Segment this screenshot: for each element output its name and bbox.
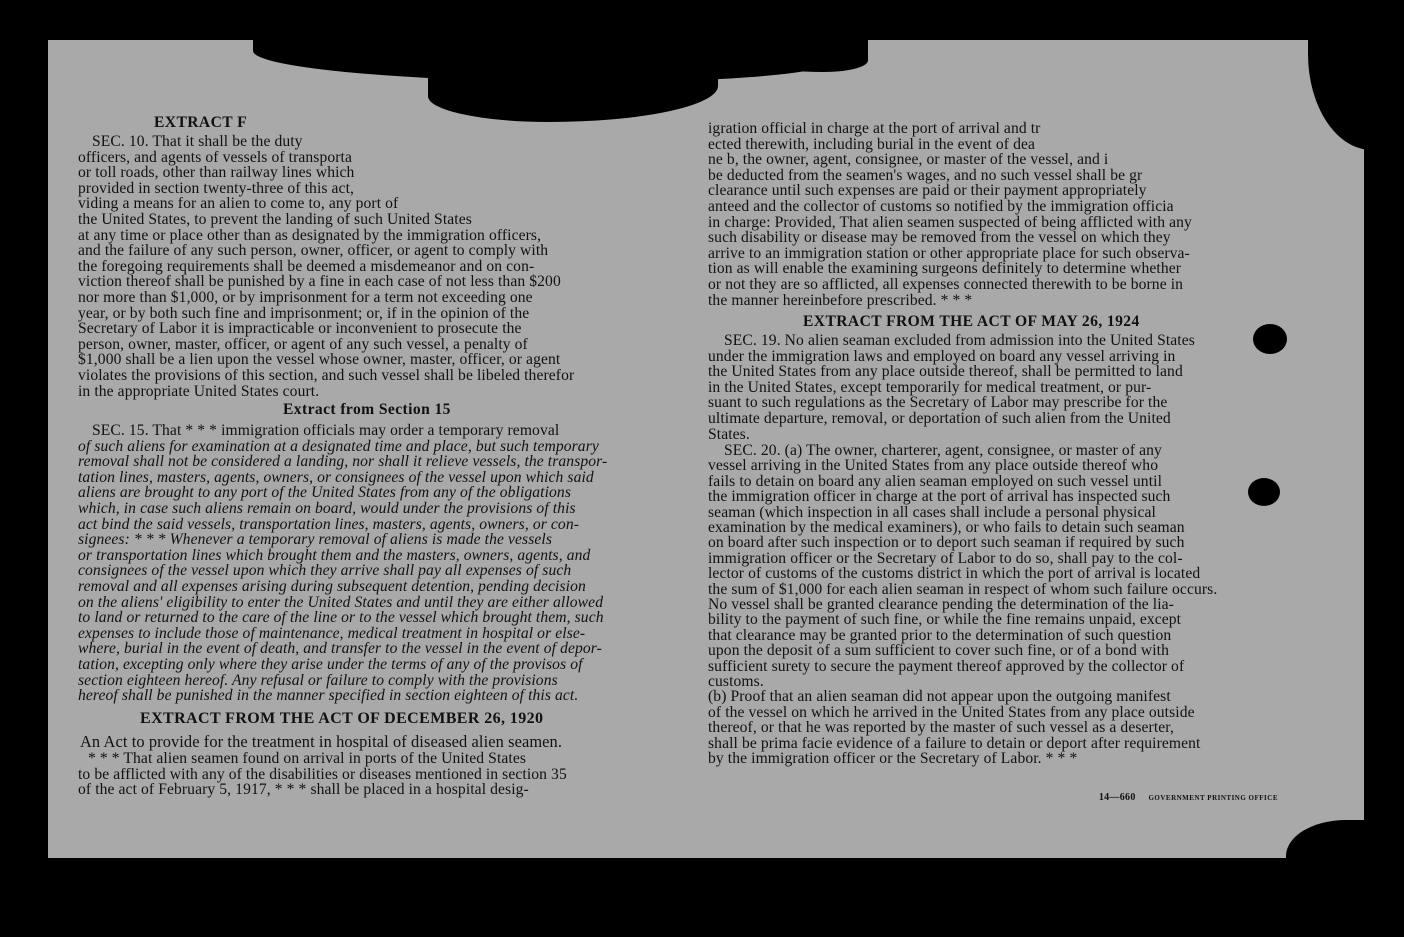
text-line: under the immigration laws and employed on board any vessel arriving in <box>708 347 1176 365</box>
text-line: person, owner, master, officer, or agent of any such vessel, a penalty of <box>78 335 528 353</box>
text-line: tation lines, masters, agents, owners, or consignees of the vessel upon which said <box>78 468 594 486</box>
heading-extract-section-15: Extract from Section 15 <box>283 401 451 418</box>
printer-imprint: GOVERNMENT PRINTING OFFICE <box>1148 794 1278 802</box>
torn-edge-right <box>1308 40 1364 150</box>
text-line: such disability or disease may be removed from the vessel on which they <box>708 229 1171 247</box>
text-line: ultimate departure, removal, or deportation of such alien from the United <box>708 410 1171 427</box>
text-line: SEC. 20. (a) The owner, charterer, agent, consignee, or master of any <box>724 442 1162 459</box>
text-line: bility to the payment of such fine, or while the fine remains unpaid, except <box>708 611 1182 629</box>
text-line: shall be prima facie evidence of a failure to detain or deport after requirement <box>708 734 1201 752</box>
text-line: section eighteen hereof. Any refusal or failure to comply with the provisions <box>78 671 558 689</box>
text-line: year, or by both such fine and imprisonment; or, if in the opinion of the <box>78 304 530 322</box>
text-line: in the United States, except temporarily for medical treatment, or pur- <box>708 378 1152 396</box>
text-line: suant to such regulations as the Secretary of Labor may prescribe for the <box>708 394 1168 412</box>
text-line: the United States, to prevent the landing of such United States <box>78 211 472 228</box>
document-page <box>48 40 1364 858</box>
text-line: ne b, the owner, agent, consignee, or master of the vessel, and i <box>708 151 1109 169</box>
text-line: on board after such inspection or to deport such seaman if required by such <box>708 534 1185 552</box>
text-line: provided in section twenty-three of this act, <box>78 179 355 197</box>
text-line: expenses to include those of maintenance, medical treatment in hospital or else- <box>78 624 586 642</box>
text-line: signees: * * * Whenever a temporary removal of aliens is made the vessels <box>78 531 552 549</box>
text-line: the manner hereinbefore prescribed. * * * <box>708 291 973 309</box>
text-line: of the act of February 5, 1917, * * * shall be placed in a hospital desig- <box>78 781 529 799</box>
text-line: and the failure of any such person, owner, officer, or agent to comply with <box>78 242 549 260</box>
text-line: clearance until such expenses are paid or their payment appropriately <box>708 182 1147 200</box>
text-line: or toll roads, other than railway lines which <box>78 164 355 182</box>
text-line: to be afflicted with any of the disabilities or diseases mentioned in section 35 <box>78 765 567 783</box>
text-line: the immigration officer in charge at the port of arrival has inspected such <box>708 488 1171 506</box>
text-line: be deducted from the seamen's wages, and no such vessel shall be gr <box>708 166 1143 184</box>
text-line: the United States from any place outside thereof, shall be permitted to land <box>708 363 1183 381</box>
text-line: SEC. 15. That * * * immigration officials may order a temporary removal <box>92 422 560 439</box>
text-line: anteed and the collector of customs so notified by the immigration officia <box>708 198 1174 215</box>
text-line: hereof shall be punished in the manner specified in section eighteen of this act. <box>78 687 579 705</box>
text-line: viding a means for an alien to come to, any port of <box>78 195 399 213</box>
text-line: $1,000 shall be a lien upon the vessel whose owner, master, officer, or agent <box>78 351 561 369</box>
text-line: sufficient surety to secure the payment thereof approved by the collector of <box>708 657 1185 675</box>
text-line: act bind the said vessels, transportation lines, masters, agents, owners, or con- <box>78 515 580 533</box>
text-line: that clearance may be granted prior to the determination of such question <box>708 626 1172 644</box>
text-line: in charge: Provided, That alien seamen suspected of being afflicted with any <box>708 213 1192 231</box>
text-line: fails to detain on board any alien seaman employed on such vessel until <box>708 472 1163 490</box>
text-line: the foregoing requirements shall be deemed a misdemeanor and on con- <box>78 257 535 275</box>
text-line: of such aliens for examination at a designated time and place, but such temporary <box>78 437 599 455</box>
text-line: consignees of the vessel upon which they arrive shall pay all expenses of such <box>78 562 572 580</box>
text-line: States. <box>708 425 750 443</box>
text-line: ected therewith, including burial in the event of dea <box>708 135 1036 153</box>
heading-act-may-1924: EXTRACT FROM THE ACT OF MAY 26, 1924 <box>803 313 1140 330</box>
text-line: thereof, or that he was reported by the master of such vessel as a deserter, <box>708 719 1174 737</box>
text-line: to land or returned to the care of the line or to the vessel which brought them, such <box>78 609 604 627</box>
text-line: Secretary of Labor it is impracticable or inconvenient to prosecute the <box>78 320 522 338</box>
text-line: customs. <box>708 673 764 690</box>
text-line: immigration officer or the Secretary of Labor to do so, shall pay to the col- <box>708 549 1183 567</box>
heading-act-december-1920: EXTRACT FROM THE ACT OF DECEMBER 26, 1920 <box>140 710 544 727</box>
text-line: officers, and agents of vessels of transporta <box>78 148 352 166</box>
text-line: arrive to an immigration station or other appropriate place for such observa- <box>708 244 1190 262</box>
text-line: vessel arriving in the United States from any place outside thereof who <box>708 457 1159 475</box>
text-line: or transportation lines which brought them and the masters, owners, agents, and <box>78 546 591 564</box>
text-line: nor more than $1,000, or by imprisonment for a term not exceeding one <box>78 289 533 306</box>
text-line: where, burial in the event of death, and transfer to the vessel in the event of depor- <box>78 640 602 658</box>
text-line: violates the provisions of this section, and such vessel shall be libeled therefor <box>78 367 575 384</box>
torn-edge-gap <box>428 60 718 122</box>
text-line: upon the deposit of a sum sufficient to cover such fine, or of a bond with <box>708 642 1169 660</box>
text-line: or not they are so afflicted, all expenses connected therewith to be borne in <box>708 276 1184 293</box>
text-line: of the vessel on which he arrived in the United States from any place outside <box>708 703 1195 721</box>
text-line: SEC. 19. No alien seaman excluded from admission into the United States <box>724 332 1195 349</box>
text-line: tion as will enable the examining surgeons definitely to determine whether <box>708 260 1182 278</box>
text-line: (b) Proof that an alien seaman did not appear upon the outgoing manifest <box>708 688 1171 706</box>
text-line: in the appropriate United States court. <box>78 382 320 400</box>
text-line: No vessel shall be granted clearance pending the determination of the lia- <box>708 596 1174 613</box>
form-number: 14—660 <box>1098 792 1136 803</box>
text-line: on the aliens' eligibility to enter the United States and until they are either allowed <box>78 593 604 611</box>
text-line: viction thereof shall be punished by a fine in each case of not less than $200 <box>78 273 561 291</box>
heading-extract-fragment: EXTRACT F <box>154 114 247 131</box>
text-line: the sum of $1,000 for each alien seaman in respect of whom such failure occurs. <box>708 580 1218 598</box>
text-line: which, in case such aliens remain on board, would under the provisions of this <box>78 500 576 517</box>
text-line: by the immigration officer or the Secretary of Labor. * * * <box>708 750 1078 767</box>
text-line: tation, excepting only where they arise under the terms of any of the provisos of <box>78 656 583 673</box>
text-line: removal shall not be considered a landing, nor shall it relieve vessels, the transpor- <box>78 453 608 471</box>
torn-edge-bottom-right <box>1286 820 1364 858</box>
text-line: at any time or place other than as designated by the immigration officers, <box>78 226 542 244</box>
text-line: igration official in charge at the port of arrival and tr <box>708 120 1041 137</box>
text-line: removal and all expenses arising during subsequent detention, pending decision <box>78 578 586 595</box>
text-line: examination by the medical examiners), or who fails to detain such seaman <box>708 519 1185 536</box>
ink-blot <box>1253 324 1287 354</box>
act-title: An Act to provide for the treatment in hospital of diseased alien seamen. <box>80 732 563 751</box>
ink-blot <box>1248 478 1280 506</box>
footer-imprint <box>1099 792 1278 803</box>
text-line: lector of customs of the customs district in which the port of arrival is located <box>708 565 1201 583</box>
text-line: * * * That alien seamen found on arrival in ports of the United States <box>88 750 527 767</box>
text-line: seaman (which inspection in all cases shall include a personal physical <box>708 503 1156 521</box>
text-line: SEC. 10. That it shall be the duty <box>92 133 303 150</box>
text-line: aliens are brought to any port of the United States from any of the obligations <box>78 484 572 502</box>
